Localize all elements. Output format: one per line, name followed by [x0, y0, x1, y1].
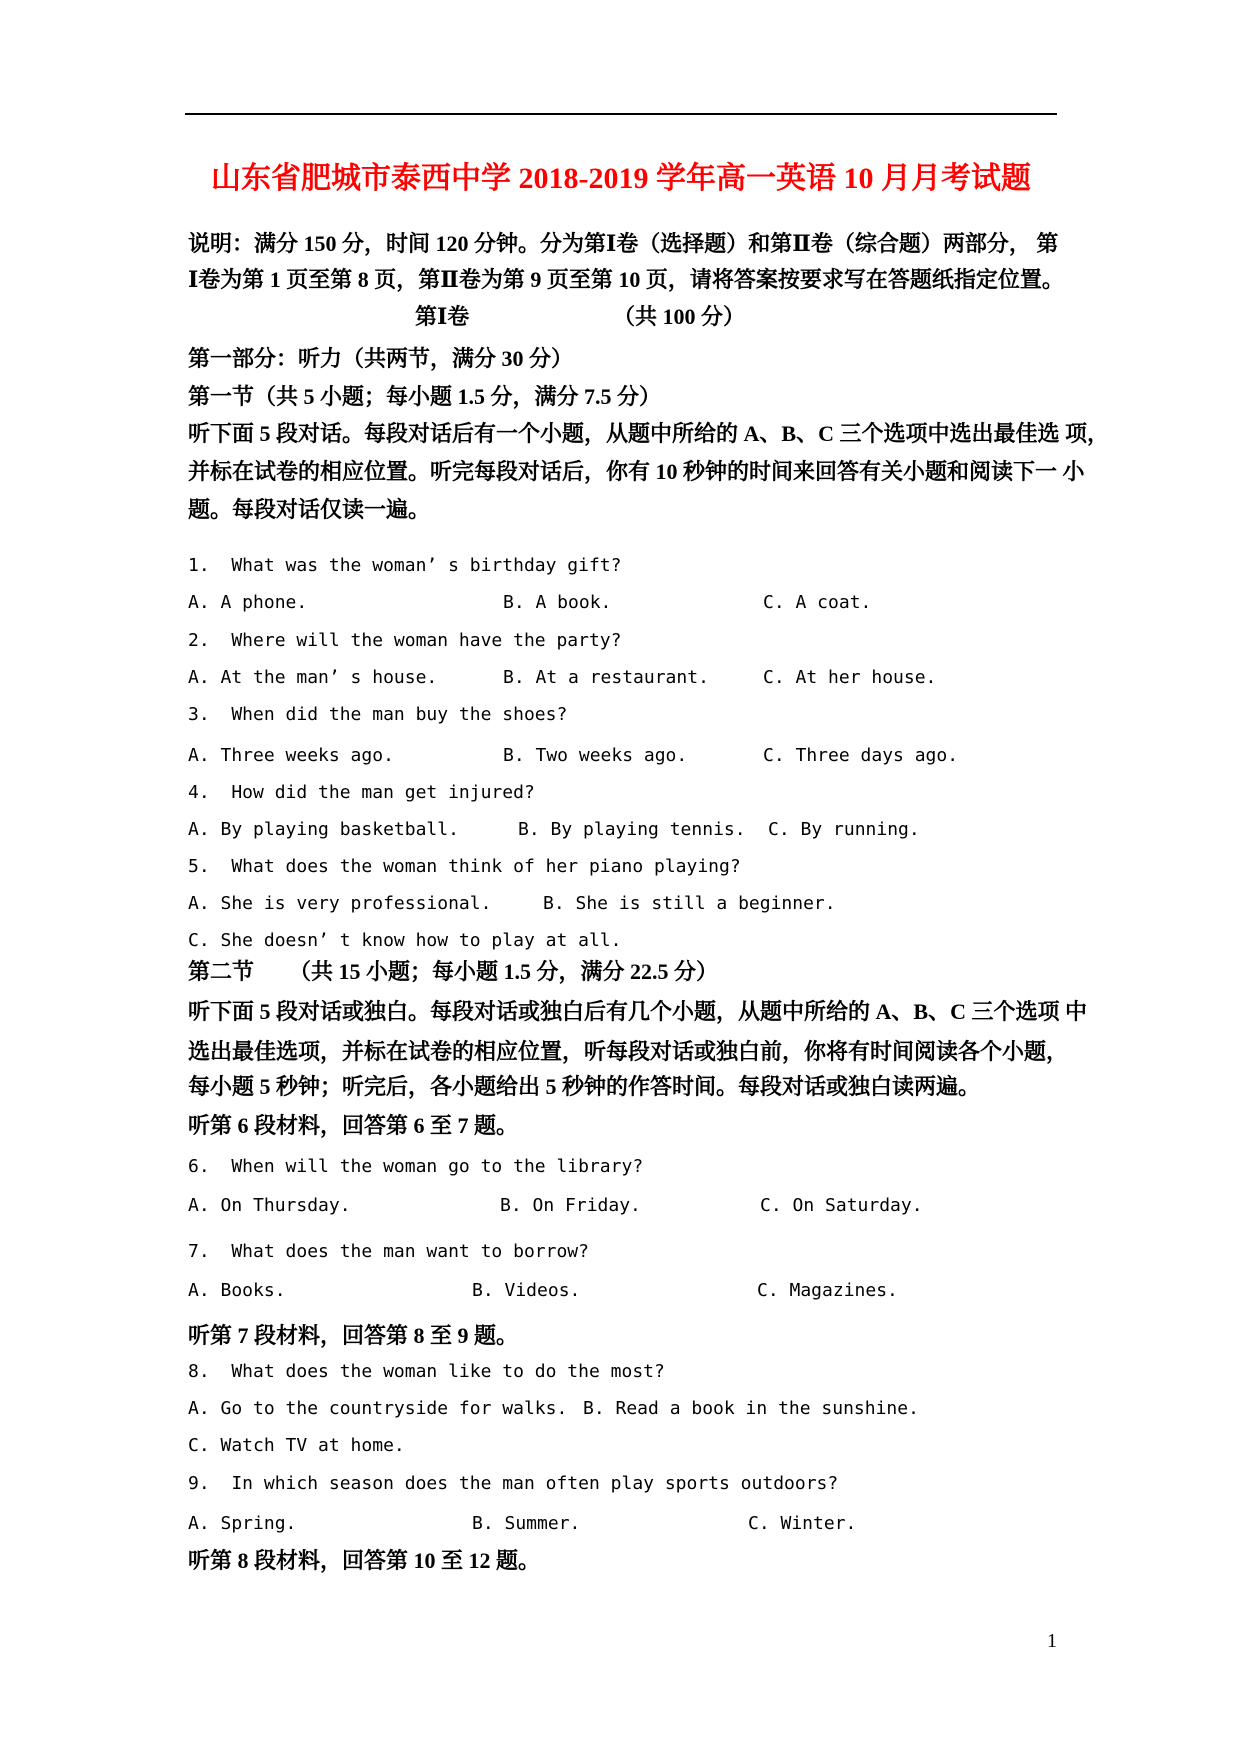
material-8-prompt-text: 听第 8 段材料，回答第 10 至 12 题。 [188, 1548, 541, 1573]
section2-instructions-line-1 [188, 998, 1087, 1032]
instructions-line-2 [188, 266, 1068, 300]
question-7-options [188, 1277, 1068, 1311]
question-6-options [188, 1192, 1068, 1226]
material-7-prompt-text: 听第 7 段材料，回答第 8 至 9 题。 [188, 1323, 519, 1348]
section2-instructions-line-3-text: 每小题 5 秒钟；听完后，各小题给出 5 秒钟的作答时间。每段对话或独白读两遍。 [188, 1074, 981, 1099]
instructions-line-1-text: 说明：满分 150 分，时间 120 分钟。分为第Ⅰ卷（选择题）和第Ⅱ卷（综合题）两部分， 第 [188, 231, 1059, 256]
question-1-text: 1. What was the woman’ s birthday gift? [188, 555, 622, 576]
question-6-text: 6. When will the woman go to the library? [188, 1156, 644, 1177]
question-3-options-text: B. Two weeks ago. [503, 745, 688, 766]
question-9-options-text: A. Spring. [188, 1513, 297, 1534]
question-5-option-c-text: C. She doesn’ t know how to play at all. [188, 930, 622, 951]
question-7 [188, 1238, 1068, 1272]
volume1-heading-text: 第Ⅰ卷 [415, 304, 470, 329]
section2-instructions-line-1-text: 听下面 5 段对话或独白。每段对话或独白后有几个小题，从题中所给的 A、B、C 三个选项 中 [188, 999, 1087, 1024]
question-4 [188, 779, 1068, 813]
material-8-prompt [188, 1547, 1068, 1581]
instructions-line-1 [188, 230, 1068, 264]
question-5-text: 5. What does the woman think of her piano playing? [188, 856, 741, 877]
part1-heading [188, 345, 1068, 379]
section1-instructions-line-2-text: 并标在试卷的相应位置。听完每段对话后，你有 10 秒钟的时间来回答有关小题和阅读下一 小 [188, 459, 1085, 484]
header-rule [185, 113, 1057, 115]
question-3-text: 3. When did the man buy the shoes? [188, 704, 568, 725]
question-5-options-ab [188, 890, 1068, 924]
question-2-options [188, 664, 1068, 698]
question-4-options-text: A. By playing basketball. [188, 819, 459, 840]
question-4-text: 4. How did the man get injured? [188, 782, 535, 803]
question-3-options [188, 742, 1068, 776]
question-1-options-text: B. A book. [503, 592, 612, 613]
section1-instructions-line-1 [188, 420, 1109, 454]
part1-heading-text: 第一部分：听力（共两节，满分 30 分） [188, 346, 574, 371]
section2-heading [188, 958, 1068, 992]
section1-instructions-line-2 [188, 458, 1085, 492]
question-1-options-text: A. A phone. [188, 592, 308, 613]
question-7-options-text: A. Books. [188, 1280, 286, 1301]
question-5-options-ab-text: B. She is still a beginner. [543, 893, 836, 914]
question-6-options-text: A. On Thursday. [188, 1195, 351, 1216]
volume1-heading-text: （共 100 分） [613, 304, 746, 329]
question-5-options-ab-text: A. She is very professional. [188, 893, 492, 914]
question-4-options [188, 816, 1068, 850]
question-4-options-text: C. By running. [768, 819, 920, 840]
section2-instructions-line-3 [188, 1073, 1068, 1107]
material-6-prompt-text: 听第 6 段材料，回答第 6 至 7 题。 [188, 1113, 519, 1138]
question-9-options [188, 1510, 1068, 1544]
question-8-options-ab-text: A. Go to the countryside for walks. [188, 1398, 568, 1419]
question-5-option-c [188, 927, 1068, 961]
question-1-options-text: C. A coat. [763, 592, 872, 613]
material-7-prompt [188, 1322, 1068, 1356]
section1-heading [188, 383, 1068, 417]
question-9-options-text: B. Summer. [472, 1513, 581, 1534]
question-9-text: 9. In which season does the man often play sports outdoors? [188, 1473, 839, 1494]
question-8-options-ab-text: B. Read a book in the sunshine. [583, 1398, 919, 1419]
question-3-options-text: A. Three weeks ago. [188, 745, 394, 766]
question-7-options-text: C. Magazines. [757, 1280, 898, 1301]
question-5 [188, 853, 1068, 887]
question-9 [188, 1470, 1068, 1504]
section2-heading-text: 第二节 [188, 959, 255, 984]
question-4-options-text: B. By playing tennis. [518, 819, 746, 840]
question-2-options-text: A. At the man’ s house. [188, 667, 438, 688]
question-7-text: 7. What does the man want to borrow? [188, 1241, 589, 1262]
section1-instructions-line-3 [188, 496, 1068, 530]
section1-heading-text: 第一节（共 5 小题；每小题 1.5 分，满分 7.5 分） [188, 384, 662, 409]
question-7-options-text: B. Videos. [472, 1280, 581, 1301]
volume1-heading [188, 303, 1068, 337]
material-6-prompt [188, 1112, 1068, 1146]
question-2 [188, 627, 1068, 661]
question-1-options [188, 589, 1068, 623]
question-6-options-text: B. On Friday. [500, 1195, 641, 1216]
question-3 [188, 701, 1068, 735]
instructions-line-2-text: Ⅰ卷为第 1 页至第 8 页，第Ⅱ卷为第 9 页至第 10 页，请将答案按要求写在答题纸指定位置。 [188, 267, 1064, 292]
question-8-text: 8. What does the woman like to do the most? [188, 1361, 665, 1382]
section2-heading-text: （共 15 小题；每小题 1.5 分，满分 22.5 分） [289, 959, 719, 984]
section1-instructions-line-3-text: 题。每段对话仅读一遍。 [188, 497, 431, 522]
question-2-options-text: C. At her house. [763, 667, 937, 688]
question-8-options-ab [188, 1395, 1068, 1429]
question-2-text: 2. Where will the woman have the party? [188, 630, 622, 651]
question-6-options-text: C. On Saturday. [760, 1195, 923, 1216]
exam-title: 山东省肥城市泰西中学 2018-2019 学年高一英语 10 月月考试题 [211, 162, 1031, 195]
question-9-options-text: C. Winter. [748, 1513, 857, 1534]
question-8-option-c-text: C. Watch TV at home. [188, 1435, 405, 1456]
question-8-option-c [188, 1432, 1068, 1466]
question-6 [188, 1153, 1068, 1187]
question-3-options-text: C. Three days ago. [763, 745, 959, 766]
section2-instructions-line-2-text: 选出最佳选项，并标在试卷的相应位置，听每段对话或独白前，你将有时间阅读各个小题， [188, 1039, 1069, 1064]
section1-instructions-line-1-text: 听下面 5 段对话。每段对话后有一个小题，从题中所给的 A、B、C 三个选项中选出最佳选 项， [188, 421, 1109, 446]
section2-instructions-line-2 [188, 1038, 1068, 1072]
page-number: 1 [1047, 1630, 1057, 1652]
question-2-options-text: B. At a restaurant. [503, 667, 709, 688]
question-1 [188, 552, 1068, 586]
question-8 [188, 1358, 1068, 1392]
